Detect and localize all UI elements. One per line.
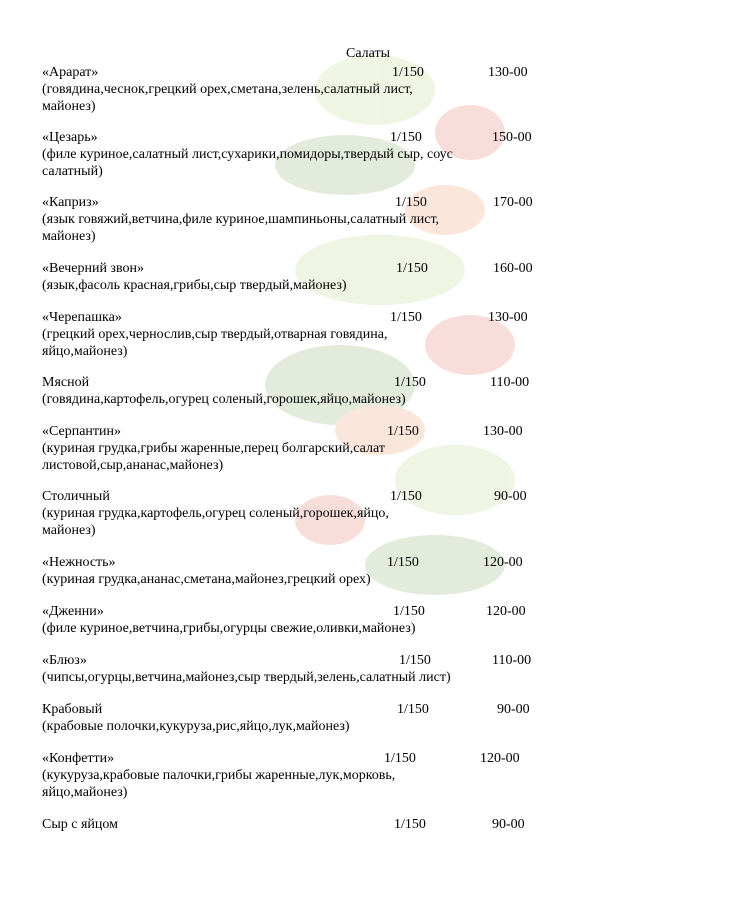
item-description: (язык говяжий,ветчина,филе куриное,шампиньоны,салатный лист, майонез) <box>42 212 440 244</box>
item-price: 120-00 <box>486 604 526 619</box>
item-portion: 1/150 <box>387 555 419 570</box>
item-portion: 1/150 <box>384 751 416 766</box>
item-price: 110-00 <box>492 653 532 668</box>
item-name: «Черепашка» <box>42 310 122 325</box>
item-name: «Арарат» <box>42 65 99 80</box>
item-description: (кукуруза,крабовые палочки,грибы жаренные,лук,морковь, яйцо,майонез) <box>42 768 396 800</box>
item-price: 110-00 <box>490 375 530 390</box>
item-description: (филе куриное,салатный лист,сухарики,помидоры,твердый сыр, соус салатный) <box>42 147 453 179</box>
item-portion: 1/150 <box>394 375 426 390</box>
item-name: «Вечерний звон» <box>42 261 144 276</box>
item-price: 90-00 <box>494 489 527 504</box>
item-price: 130-00 <box>488 65 528 80</box>
item-name: «Цезарь» <box>42 130 98 145</box>
section-title: Салаты <box>346 46 391 61</box>
item-name: «Нежность» <box>42 555 116 570</box>
item-name: «Блюз» <box>42 653 87 668</box>
item-name: «Конфетти» <box>42 751 115 766</box>
menu-item <box>42 194 542 245</box>
item-price: 160-00 <box>493 261 533 276</box>
item-price: 120-00 <box>483 555 523 570</box>
item-portion: 1/150 <box>390 130 422 145</box>
menu-item <box>42 309 542 360</box>
item-portion: 1/150 <box>390 310 422 325</box>
menu-item <box>42 423 542 474</box>
item-portion: 1/150 <box>395 195 427 210</box>
item-description: (филе куриное,ветчина,грибы,огурцы свежие,оливки,майонез) <box>42 621 416 636</box>
item-portion: 1/150 <box>393 604 425 619</box>
item-name: Мясной <box>42 375 90 390</box>
item-description: (куриная грудка,грибы жаренные,перец болгарский,салат листовой,сыр,ананас,майонез) <box>42 441 385 473</box>
item-price: 90-00 <box>492 817 525 832</box>
item-portion: 1/150 <box>387 424 419 439</box>
item-price: 170-00 <box>493 195 533 210</box>
item-price: 130-00 <box>488 310 528 325</box>
menu-item <box>42 64 542 115</box>
menu-item <box>42 129 542 180</box>
menu-item <box>42 554 542 588</box>
menu-item <box>42 374 542 408</box>
item-portion: 1/150 <box>396 261 428 276</box>
item-description: (язык,фасоль красная,грибы,сыр твердый,майонез) <box>42 278 347 293</box>
menu-item <box>42 260 542 294</box>
item-portion: 1/150 <box>399 653 431 668</box>
item-name: Сыр с яйцом <box>42 817 118 832</box>
item-description: (говядина,картофель,огурец соленый,горошек,яйцо,майонез) <box>42 392 406 407</box>
item-description: (куриная грудка,ананас,сметана,майонез,грецкий орех) <box>42 572 371 587</box>
item-portion: 1/150 <box>394 817 426 832</box>
item-name: «Серпантин» <box>42 424 122 439</box>
item-name: Столичный <box>42 489 110 504</box>
item-price: 130-00 <box>483 424 523 439</box>
menu-item <box>42 750 542 801</box>
item-description: (чипсы,огурцы,ветчина,майонез,сыр твердый,зелень,салатный лист) <box>42 670 451 685</box>
menu-item <box>42 701 542 735</box>
item-name: «Дженни» <box>42 604 104 619</box>
item-portion: 1/150 <box>397 702 429 717</box>
item-price: 150-00 <box>492 130 532 145</box>
item-portion: 1/150 <box>392 65 424 80</box>
item-description: (грецкий орех,чернослив,сыр твердый,отварная говядина, яйцо,майонез) <box>42 327 388 359</box>
item-price: 120-00 <box>480 751 520 766</box>
menu-item <box>42 603 542 637</box>
menu-item <box>42 652 542 686</box>
item-name: «Каприз» <box>42 195 99 210</box>
item-description: (крабовые полочки,кукуруза,рис,яйцо,лук,майонез) <box>42 719 350 734</box>
item-description: (говядина,чеснок,грецкий орех,сметана,зелень,салатный лист, майонез) <box>42 82 413 114</box>
item-price: 90-00 <box>497 702 530 717</box>
menu-item <box>42 816 542 833</box>
item-description: (куриная грудка,картофель,огурец соленый,горошек,яйцо, майонез) <box>42 506 389 538</box>
menu-item <box>42 488 542 539</box>
item-name: Крабовый <box>42 702 103 717</box>
item-portion: 1/150 <box>390 489 422 504</box>
